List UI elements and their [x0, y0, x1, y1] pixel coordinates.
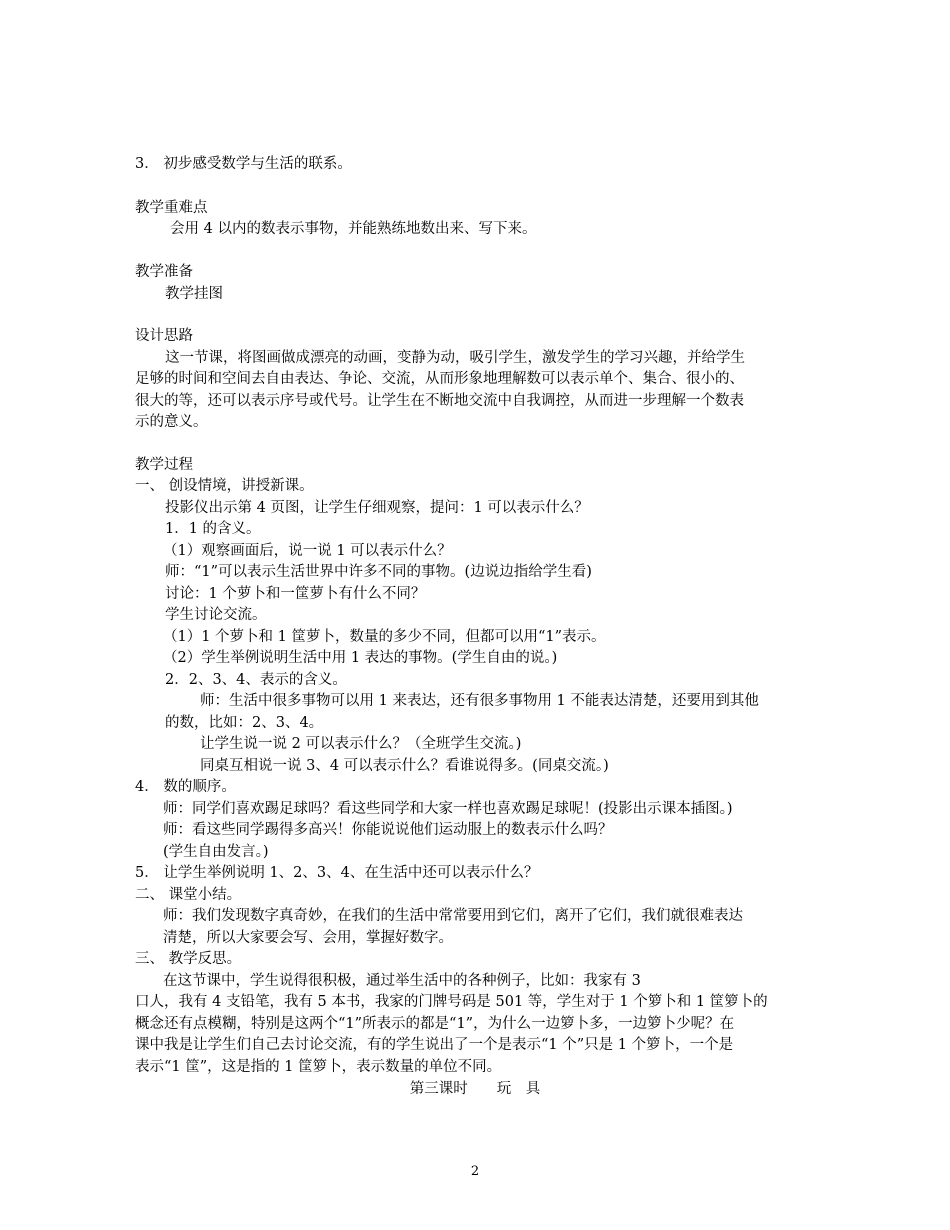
section-heading: 教学重难点	[135, 200, 208, 216]
text-line: 投影仪出示第 4 页图，让学生仔细观察，提问：1 可以表示什么？	[165, 500, 589, 516]
text-line: 让学生说一说 2 可以表示什么？（全班学生交流。)	[200, 736, 522, 752]
text-line: 这一节课，将图画做成漂亮的动画，变静为动，吸引学生，激发学生的学习兴趣，并给学生	[165, 350, 745, 366]
lesson-title: 第三课时 玩 具	[409, 1081, 541, 1097]
text-line: （1）观察画面后，说一说 1 可以表示什么？	[163, 543, 452, 559]
text-line: 三、 教学反思。	[135, 951, 242, 967]
text-line: 3． 初步感受数学与生活的联系。	[135, 156, 352, 172]
text-line: (学生自由发言。)	[163, 844, 269, 860]
text-line: 5． 让学生举例说明 1、2、3、4、在生活中还可以表示什么？	[135, 865, 539, 881]
text-line: 在这节课中，学生说得很积极，通过举生活中的各种例子，比如：我家有 3	[163, 973, 641, 989]
text-line: 一、 创设情境，讲授新课。	[135, 478, 314, 494]
text-line: 概念还有点模糊，特别是这两个“1”所表示的都是“1”，为什么一边箩卜多，一边箩卜少呢？在	[135, 1016, 735, 1032]
text-line: 讨论：1 个萝卜和一筐萝卜有什么不同？	[165, 586, 426, 602]
text-line: 口人，我有 4 支铅笔，我有 5 本书，我家的门牌号码是 501 等，学生对于 1 个箩卜和 1 筐箩卜的	[135, 994, 768, 1010]
text-line: 师：同学们喜欢踢足球吗？看这些同学和大家一样也喜欢踢足球呢！(投影出示课本插图。)	[163, 801, 733, 817]
text-line: 二、 课堂小结。	[135, 887, 242, 903]
text-line: 1．1 的含义。	[165, 521, 261, 537]
text-line: 师：看这些同学踢得多高兴！你能说说他们运动服上的数表示什么吗？	[163, 822, 613, 838]
text-line: 很大的等，还可以表示序号或代号。让学生在不断地交流中自我调控，从而进一步理解一个数表	[135, 393, 744, 409]
text-line: 会用 4 以内的数表示事物，并能熟练地数出来、写下来。	[170, 221, 537, 237]
text-line: 师：我们发现数字真奇妙，在我们的生活中常常要用到它们，离开了它们，我们就很难表达	[163, 908, 743, 924]
text-line: 4． 数的顺序。	[135, 779, 236, 795]
text-line: 示的意义。	[135, 414, 208, 430]
section-heading: 教学准备	[135, 264, 193, 280]
text-line: 的数，比如：2、3、4。	[165, 715, 324, 731]
text-line: 教学挂图	[165, 286, 223, 302]
text-line: 师：“1”可以表示生活世界中许多不同的事物。(边说边指给学生看)	[165, 564, 592, 580]
text-line: （2）学生举例说明生活中用 1 表达的事物。(学生自由的说。)	[163, 650, 558, 666]
page-number: 2	[470, 1164, 480, 1179]
text-line: 清楚，所以大家要会写、会用，掌握好数字。	[163, 930, 453, 946]
text-line: 2．2、3、4、表示的含义。	[165, 672, 347, 688]
text-line: 课中我是让学生们自己去讨论交流，有的学生说出了一个是表示“1 个”只是 1 个箩卜，一个是	[135, 1037, 734, 1053]
text-line: 同桌互相说一说 3、4 可以表示什么？看谁说得多。(同桌交流。)	[200, 758, 609, 774]
text-line: 学生讨论交流。	[165, 607, 267, 623]
text-line: 足够的时间和空间去自由表达、争论、交流，从而形象地理解数可以表示单个、集合、很小的、	[135, 371, 744, 387]
text-line: 师：生活中很多事物可以用 1 来表达，还有很多事物用 1 不能表达清楚，还要用到其他	[200, 693, 759, 709]
text-line: 表示“1 筐”，这是指的 1 筐箩卜，表示数量的单位不同。	[135, 1059, 502, 1075]
section-heading: 教学过程	[135, 457, 193, 473]
text-line: （1）1 个萝卜和 1 筐萝卜，数量的多少不同，但都可以用“1”表示。	[163, 629, 606, 645]
section-heading: 设计思路	[135, 328, 193, 344]
